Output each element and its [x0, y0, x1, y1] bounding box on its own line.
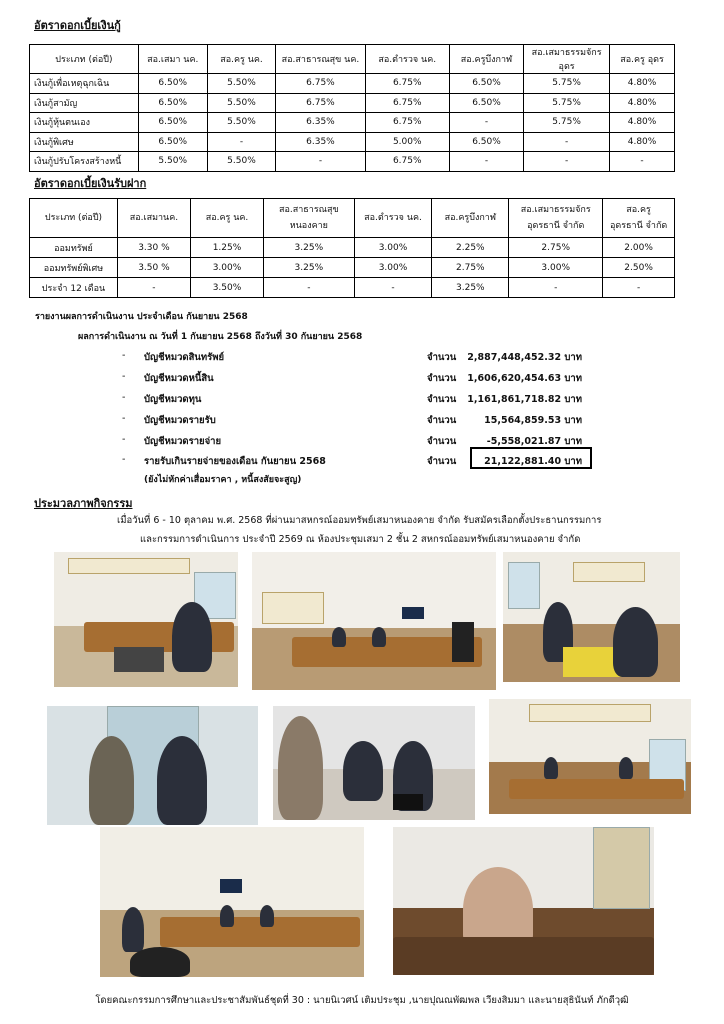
- account-dash: -: [122, 454, 126, 465]
- deposit-rate-cell: -: [509, 278, 603, 298]
- loan-header-cell: สอ.เสมา นค.: [138, 45, 207, 74]
- loan-table-row: [30, 93, 675, 113]
- activity-photo-7: [100, 827, 364, 977]
- deposit-header-line: สอ.ครู นค.: [205, 213, 249, 223]
- deposit-rate-table: [29, 198, 675, 298]
- deposit-header-cell: [117, 199, 190, 238]
- loan-rate-cell: 6.75%: [365, 74, 449, 94]
- deposit-rate-cell: -: [603, 278, 675, 298]
- deposit-rate-cell: -: [117, 278, 190, 298]
- deposit-rate-cell: 2.00%: [603, 238, 675, 258]
- deposit-rate-cell: 3.25%: [264, 258, 355, 278]
- account-name: บัญชีหมวดรายจ่าย: [144, 436, 222, 447]
- deposit-rate-cell: 3.00%: [354, 258, 432, 278]
- loan-type-cell: เงินกู้พิเศษ: [30, 132, 139, 152]
- account-row: [122, 390, 602, 408]
- account-row: [122, 369, 602, 387]
- account-row: [122, 348, 602, 366]
- loan-rate-cell: 6.50%: [138, 113, 207, 133]
- loan-rate-cell: 6.75%: [365, 113, 449, 133]
- account-dash: -: [122, 434, 126, 445]
- deposit-rate-cell: 2.75%: [509, 238, 603, 258]
- loan-rate-cell: 6.50%: [138, 132, 207, 152]
- loan-header-cell: ประเภท (ต่อปี): [30, 45, 139, 74]
- activity-photo-5: [273, 706, 475, 820]
- deposit-rate-cell: 3.50%: [190, 278, 263, 298]
- loan-header-cell: สอ.เสมาธรรมจักรอุดร: [524, 45, 610, 74]
- loan-rate-cell: 6.75%: [365, 152, 449, 172]
- deposit-rate-cell: -: [264, 278, 355, 298]
- deposit-header-line: สอ.เสมาธรรมจักร: [520, 205, 591, 215]
- activity-photo-8: [393, 827, 654, 975]
- activity-line-2: และกรรมการดำเนินการ ประจำปี 2569 ณ ห้องประชุมเสมา 2 ชั้น 2 สหกรณ์ออมทรัพย์เสมาหนองคาย จำกัด: [140, 534, 581, 545]
- deposit-rate-cell: -: [354, 278, 432, 298]
- loan-table-row: [30, 74, 675, 94]
- activities-title: ประมวลภาพกิจกรรม: [34, 497, 133, 510]
- deposit-header-line: สอ.ครู: [626, 205, 651, 215]
- deposit-rate-cell: 3.25%: [432, 278, 509, 298]
- loan-rate-cell: -: [276, 152, 365, 172]
- deposit-table-row: [30, 258, 675, 278]
- loan-header-cell: สอ.ครู อุดร: [610, 45, 675, 74]
- loan-rate-cell: 4.80%: [610, 113, 675, 133]
- activity-photo-3: [503, 552, 680, 682]
- deposit-header-cell: [264, 199, 355, 238]
- loan-rate-cell: 6.75%: [365, 93, 449, 113]
- loan-table-header: [30, 45, 675, 74]
- loan-rate-cell: 6.75%: [276, 93, 365, 113]
- account-dash: -: [122, 392, 126, 403]
- footer-credits: โดยคณะกรรมการศึกษาและประชาสัมพันธ์ชุดที่ 30 : นายนิเวศน์ เติมประชุม ,นายปุณณพัฒพล เวียงสิมมา และนายสุธินันท์ ภักดีวุฒิ: [95, 995, 629, 1006]
- loan-rate-table: [29, 44, 675, 172]
- loan-rate-cell: -: [449, 113, 523, 133]
- loan-rate-cell: 6.75%: [276, 74, 365, 94]
- loan-header-cell: สอ.สาธารณสุข นค.: [276, 45, 365, 74]
- deposit-header-line: สอ.ครูบึงกาฬ: [444, 213, 497, 223]
- deposit-header-cell: [30, 199, 118, 238]
- loan-rate-cell: 5.50%: [207, 152, 276, 172]
- loan-rate-cell: 6.50%: [449, 93, 523, 113]
- deposit-header-line: สอ.ตำรวจ นค.: [364, 213, 422, 223]
- account-amount: 1,161,861,718.82 บาท: [467, 394, 582, 405]
- account-name: บัญชีหมวดทุน: [144, 394, 202, 405]
- deposit-table-header: [30, 199, 675, 238]
- account-amount: -5,558,021.87 บาท: [486, 436, 582, 447]
- account-dash: -: [122, 350, 126, 361]
- loan-table-row: [30, 152, 675, 172]
- loan-rate-cell: 6.35%: [276, 113, 365, 133]
- deposit-rate-cell: 3.00%: [190, 258, 263, 278]
- loan-type-cell: เงินกู้หุ้นตนเอง: [30, 113, 139, 133]
- deposit-header-line: อุดรธานี จำกัด: [527, 221, 585, 231]
- loan-header-cell: สอ.ครู นค.: [207, 45, 276, 74]
- loan-header-cell: สอ.ครูบึงกาฬ: [449, 45, 523, 74]
- loan-rate-cell: 6.35%: [276, 132, 365, 152]
- report-period: ผลการดำเนินงาน ณ วันที่ 1 กันยายน 2568 ถึงวันที่ 30 กันยายน 2568: [78, 332, 363, 342]
- account-amount: 2,887,448,452.32 บาท: [467, 352, 582, 363]
- loan-rate-cell: 5.75%: [524, 74, 610, 94]
- loan-rate-cell: -: [449, 152, 523, 172]
- loan-rate-cell: -: [524, 152, 610, 172]
- deposit-rate-cell: 3.25%: [264, 238, 355, 258]
- loan-rate-cell: 6.50%: [138, 93, 207, 113]
- deposit-header-cell: [603, 199, 675, 238]
- account-name: รายรับเกินรายจ่ายของเดือน กันยายน 2568: [144, 456, 326, 467]
- loan-rate-cell: 5.50%: [207, 113, 276, 133]
- deposit-rate-cell: 3.30 %: [117, 238, 190, 258]
- loan-type-cell: เงินกู้สามัญ: [30, 93, 139, 113]
- loan-type-cell: เงินกู้ปรับโครงสร้างหนี้: [30, 152, 139, 172]
- loan-rate-cell: 5.50%: [207, 74, 276, 94]
- loan-rate-cell: 5.50%: [138, 152, 207, 172]
- account-dash: -: [122, 371, 126, 382]
- deposit-header-cell: [509, 199, 603, 238]
- activity-photo-6: [489, 699, 691, 814]
- loan-rate-cell: 6.50%: [449, 74, 523, 94]
- report-note: (ยังไม่หักค่าเสื่อมราคา , หนี้สงสัยจะสูญ): [144, 475, 302, 485]
- loan-rate-cell: 5.75%: [524, 93, 610, 113]
- activity-photo-1: [54, 552, 238, 687]
- net-income-highlight-box: [470, 447, 592, 469]
- deposit-rate-cell: 1.25%: [190, 238, 263, 258]
- account-unit-label: จำนวน: [427, 373, 457, 384]
- deposit-type-cell: ออมทรัพย์: [30, 238, 118, 258]
- loan-section-title: อัตราดอกเบี้ยเงินกู้: [34, 19, 121, 32]
- account-name: บัญชีหมวดรายรับ: [144, 415, 216, 426]
- deposit-rate-cell: 2.75%: [432, 258, 509, 278]
- loan-rate-cell: 5.75%: [524, 113, 610, 133]
- loan-rate-cell: 4.80%: [610, 132, 675, 152]
- loan-header-cell: สอ.ตำรวจ นค.: [365, 45, 449, 74]
- loan-rate-cell: 5.50%: [207, 93, 276, 113]
- report-heading: รายงานผลการดำเนินงาน ประจำเดือน กันยายน 2568: [35, 312, 248, 322]
- deposit-header-line: สอ.เสมานค.: [129, 213, 179, 223]
- account-dash: -: [122, 413, 126, 424]
- account-unit-label: จำนวน: [427, 415, 457, 426]
- account-name: บัญชีหมวดหนี้สิน: [144, 373, 214, 384]
- loan-rate-cell: 5.00%: [365, 132, 449, 152]
- deposit-rate-cell: 3.00%: [354, 238, 432, 258]
- loan-table-row: [30, 113, 675, 133]
- loan-rate-cell: 4.80%: [610, 93, 675, 113]
- deposit-type-cell: ออมทรัพย์พิเศษ: [30, 258, 118, 278]
- deposit-header-cell: [190, 199, 263, 238]
- loan-table-row: [30, 132, 675, 152]
- deposit-header-line: อุดรธานี จำกัด: [609, 221, 668, 231]
- loan-type-cell: เงินกู้เพื่อเหตุฉุกเฉิน: [30, 74, 139, 94]
- deposit-header-cell: [432, 199, 509, 238]
- deposit-rate-cell: 2.50%: [603, 258, 675, 278]
- deposit-header-line: ประเภท (ต่อปี): [44, 213, 103, 223]
- deposit-header-cell: [354, 199, 432, 238]
- account-name: บัญชีหมวดสินทรัพย์: [144, 352, 225, 363]
- account-amount: 21,122,881.40 บาท: [484, 456, 582, 467]
- activity-line-1: เมื่อวันที่ 6 - 10 ตุลาคม พ.ศ. 2568 ที่ผ่านมาสหกรณ์ออมทรัพย์เสมาหนองคาย จำกัด รับสมัครเลือกตั้งประธานกรรมการ: [117, 515, 602, 526]
- deposit-rate-cell: 3.00%: [509, 258, 603, 278]
- deposit-section-title: อัตราดอกเบี้ยเงินรับฝาก: [34, 177, 147, 190]
- deposit-rate-cell: 2.25%: [432, 238, 509, 258]
- deposit-header-line: หนองคาย: [289, 221, 328, 231]
- loan-rate-cell: 6.50%: [138, 74, 207, 94]
- account-unit-label: จำนวน: [427, 456, 457, 467]
- account-amount: 1,606,620,454.63 บาท: [467, 373, 582, 384]
- activity-photo-4: [47, 706, 258, 825]
- account-unit-label: จำนวน: [427, 436, 457, 447]
- account-row: [122, 411, 602, 429]
- loan-rate-cell: -: [524, 132, 610, 152]
- activity-photo-2: [252, 552, 496, 690]
- deposit-table-row: [30, 238, 675, 258]
- deposit-rate-cell: 3.50 %: [117, 258, 190, 278]
- loan-rate-cell: -: [207, 132, 276, 152]
- account-unit-label: จำนวน: [427, 394, 457, 405]
- deposit-type-cell: ประจำ 12 เดือน: [30, 278, 118, 298]
- deposit-header-line: สอ.สาธารณสุข: [278, 205, 339, 215]
- deposit-table-row: [30, 278, 675, 298]
- loan-rate-cell: 4.80%: [610, 74, 675, 94]
- account-amount: 15,564,859.53 บาท: [484, 415, 582, 426]
- loan-rate-cell: -: [610, 152, 675, 172]
- loan-rate-cell: 6.50%: [449, 132, 523, 152]
- account-unit-label: จำนวน: [427, 352, 457, 363]
